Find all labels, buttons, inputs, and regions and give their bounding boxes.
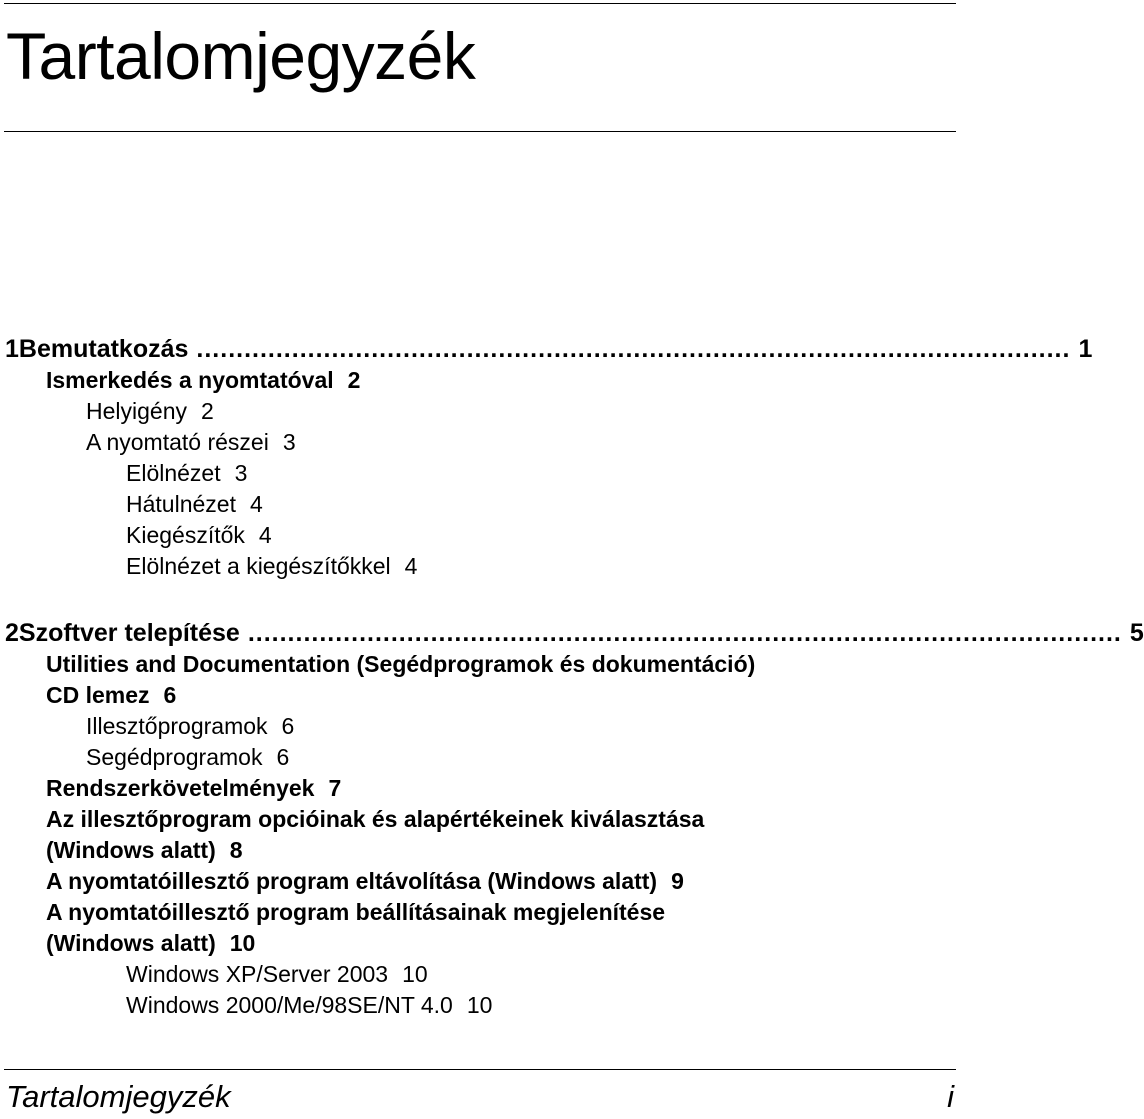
toc-entry-label: Windows XP/Server 2003 [126,961,389,987]
toc-entry-label: Windows 2000/Me/98SE/NT 4.0 [126,992,453,1018]
toc-entry-label: CD lemez [46,682,150,708]
toc-entry-label: Hátulnézet [126,491,236,517]
footer-page-number: i [947,1079,954,1114]
toc-entry-label: Elölnézet a kiegészítőkkel [126,553,391,579]
toc-entry-label: A nyomtató részei [86,429,269,455]
toc-entry[interactable] [0,928,960,959]
chapter-page: 1 [1078,335,1093,363]
page-title: Tartalomjegyzék [6,19,476,93]
footer-divider [4,1069,956,1070]
toc-entry-label: Az illesztőprogram opcióinak és alapértékeinek kiválasztása [46,806,705,832]
toc-entry[interactable] [0,742,960,773]
toc-entry-label: Elölnézet [126,460,221,486]
title-divider [4,131,956,132]
dot-leader: .............................................................................................................. [196,335,1071,363]
toc-entry[interactable] [0,427,960,458]
toc-entry-page: 6 [276,744,290,770]
toc-entry[interactable] [0,396,960,427]
toc-entry[interactable] [0,897,960,928]
toc-entry-label: Helyigény [86,398,187,424]
toc-entry-page: 2 [201,398,214,424]
toc-entry[interactable] [0,551,960,582]
toc-entry[interactable] [0,990,960,1021]
toc-entry-page: 3 [282,429,296,455]
toc-entry[interactable] [0,680,960,711]
toc-entry-page: 4 [404,553,418,579]
toc-entry-page: 2 [347,367,361,393]
toc-entry-page: 10 [402,961,428,987]
toc-entry-label: Illesztőprogramok [86,713,268,739]
toc-chapter-1[interactable] [0,334,1093,365]
toc-entry-page: 4 [258,522,272,548]
footer-title: Tartalomjegyzék [6,1079,231,1114]
toc-entry-page: 7 [328,775,342,801]
toc-entry-label: A nyomtatóillesztő program eltávolítása (Windows alatt) [46,868,658,894]
toc-entry-label: (Windows alatt) [46,837,216,863]
toc-entry-page: 10 [466,992,493,1018]
toc-entry-page: 10 [229,930,256,956]
toc-entry-label: Ismerkedés a nyomtatóval [46,367,334,393]
toc-entry-page: 6 [281,713,295,739]
toc-entry[interactable] [0,711,960,742]
toc-entry[interactable] [0,773,960,804]
toc-entry[interactable] [0,520,960,551]
toc-chapter-2[interactable] [0,618,1144,649]
toc-entry[interactable] [0,835,960,866]
toc-entry-page: 3 [234,460,248,486]
toc-entry[interactable] [0,959,960,990]
toc-entry-label: (Windows alatt) [46,930,216,956]
toc-entry[interactable] [0,866,960,897]
toc-entry[interactable] [0,489,960,520]
chapter-number: 1 [5,335,19,363]
toc-entry-page: 8 [229,837,243,863]
toc-entry-label: Kiegészítők [126,522,245,548]
toc-entry-label: Rendszerkövetelmények [46,775,315,801]
top-rule [4,3,956,4]
toc-entry[interactable] [0,458,960,489]
toc-entry[interactable] [0,804,960,835]
toc-entry-page: 9 [671,868,684,894]
toc-entry-page: 4 [249,491,263,517]
chapter-title: Bemutatkozás [18,335,189,363]
chapter-page: 5 [1129,619,1144,647]
toc-entry-label: A nyomtatóillesztő program beállításainak megjelenítése [46,899,666,925]
toc-entry[interactable] [0,365,960,396]
toc-entry-page: 6 [163,682,177,708]
chapter-title: Szoftver telepítése [18,619,240,647]
dot-leader: .............................................................................................................. [247,619,1122,647]
toc-entry-label: Segédprogramok [86,744,263,770]
chapter-number: 2 [5,619,19,647]
toc-entry-label: Utilities and Documentation (Segédprogramok és dokumentáció) [46,651,756,677]
toc-entry[interactable] [0,649,960,680]
